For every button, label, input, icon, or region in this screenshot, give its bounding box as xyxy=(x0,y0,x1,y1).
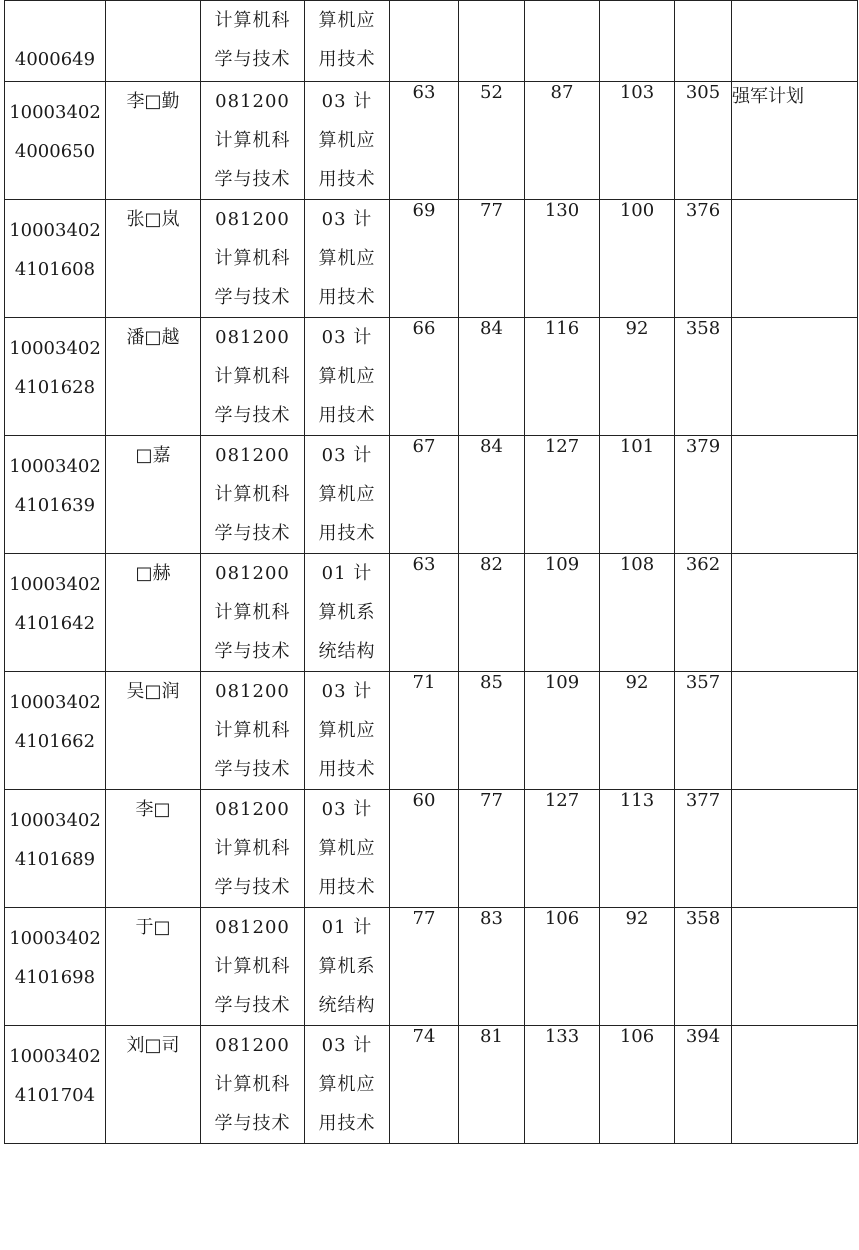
score-cell: 377 xyxy=(675,790,732,908)
score-cell: 74 xyxy=(390,1026,459,1144)
candidate-id-cell-line: 10003402 xyxy=(9,928,101,949)
candidate-id-cell-line: 4000650 xyxy=(14,141,96,162)
score-cell: 52 xyxy=(459,82,525,200)
candidate-name: 于□ xyxy=(135,917,171,938)
score-cell: 83 xyxy=(459,908,525,1026)
table-row xyxy=(5,318,858,436)
score-cell: 127 xyxy=(525,436,600,554)
direction-cell-line: 用技术 xyxy=(318,1113,376,1134)
candidate-id-cell-line: 10003402 xyxy=(9,810,101,831)
direction-cell xyxy=(305,318,390,436)
score-cell: 87 xyxy=(525,82,600,200)
candidate-id-cell-line xyxy=(5,1,105,40)
major-cell-line: 学与技术 xyxy=(214,405,291,426)
candidate-id-cell xyxy=(5,672,106,790)
major-cell-line: 081200 xyxy=(215,445,290,466)
score-table xyxy=(4,0,858,1144)
direction-cell-line: 算机应 xyxy=(318,484,376,505)
score-cell: 108 xyxy=(600,554,675,672)
candidate-id-cell-line: 10003402 xyxy=(9,456,101,477)
candidate-id-cell-line: 10003402 xyxy=(9,220,101,241)
candidate-name: 刘□司 xyxy=(126,1035,180,1056)
major-cell-line: 081200 xyxy=(215,799,290,820)
candidate-name-cell xyxy=(106,554,201,672)
score-cell: 127 xyxy=(525,790,600,908)
direction-cell-line: 算机应 xyxy=(318,130,376,151)
score-cell xyxy=(459,1,525,82)
score-cell: 379 xyxy=(675,436,732,554)
direction-cell-line: 算机系 xyxy=(318,956,376,977)
note-cell xyxy=(732,1,858,82)
candidate-id-cell xyxy=(5,1,106,82)
direction-cell-line: 03 计 xyxy=(321,1035,373,1056)
note-cell xyxy=(732,554,858,672)
major-cell xyxy=(201,554,305,672)
major-cell-line: 学与技术 xyxy=(214,995,291,1016)
score-cell: 358 xyxy=(675,318,732,436)
major-cell xyxy=(201,672,305,790)
major-cell-line: 计算机科 xyxy=(214,484,291,505)
candidate-name-cell xyxy=(106,790,201,908)
candidate-id-cell-line: 10003402 xyxy=(9,692,101,713)
note-cell xyxy=(732,790,858,908)
major-cell-line: 学与技术 xyxy=(214,287,291,308)
major-cell-line: 学与技术 xyxy=(214,523,291,544)
score-cell: 92 xyxy=(600,672,675,790)
direction-cell-line: 01 计 xyxy=(321,563,373,584)
candidate-id-cell xyxy=(5,82,106,200)
candidate-name-cell xyxy=(106,908,201,1026)
direction-cell-line: 算机应 xyxy=(318,10,376,31)
score-cell: 133 xyxy=(525,1026,600,1144)
candidate-name: 李□勤 xyxy=(126,91,180,112)
major-cell-line: 学与技术 xyxy=(214,169,291,190)
table-row xyxy=(5,1,858,82)
major-cell-line: 学与技术 xyxy=(214,641,291,662)
direction-cell-line: 算机应 xyxy=(318,838,376,859)
candidate-name-cell xyxy=(106,1,201,82)
direction-cell-line: 用技术 xyxy=(318,759,376,780)
direction-cell xyxy=(305,908,390,1026)
direction-cell-line: 用技术 xyxy=(318,877,376,898)
direction-cell-line: 算机应 xyxy=(318,248,376,269)
major-cell-line: 081200 xyxy=(215,327,290,348)
direction-cell-line: 统结构 xyxy=(318,995,376,1016)
major-cell-line: 计算机科 xyxy=(214,1074,291,1095)
candidate-name-cell xyxy=(106,1026,201,1144)
direction-cell-line: 03 计 xyxy=(321,209,373,230)
major-cell xyxy=(201,1,305,82)
major-cell xyxy=(201,908,305,1026)
candidate-name: 张□岚 xyxy=(126,209,180,230)
candidate-id-cell-line: 4000649 xyxy=(14,49,96,70)
major-cell-line: 081200 xyxy=(215,917,290,938)
direction-cell-line: 用技术 xyxy=(318,169,376,190)
major-cell xyxy=(201,318,305,436)
note-cell xyxy=(732,318,858,436)
score-cell: 100 xyxy=(600,200,675,318)
note-cell xyxy=(732,200,858,318)
score-cell: 84 xyxy=(459,318,525,436)
note-cell xyxy=(732,436,858,554)
score-cell: 92 xyxy=(600,908,675,1026)
major-cell-line: 计算机科 xyxy=(214,248,291,269)
direction-cell-line: 03 计 xyxy=(321,799,373,820)
major-cell-line: 081200 xyxy=(215,681,290,702)
direction-cell-line: 算机应 xyxy=(318,366,376,387)
major-cell-line: 计算机科 xyxy=(214,130,291,151)
candidate-name: 吴□润 xyxy=(126,681,180,702)
candidate-name-cell xyxy=(106,672,201,790)
score-cell: 77 xyxy=(390,908,459,1026)
candidate-id-cell xyxy=(5,318,106,436)
candidate-name: □赫 xyxy=(135,563,171,584)
candidate-id-cell-line: 4101662 xyxy=(14,731,96,752)
note-cell xyxy=(732,672,858,790)
major-cell-line: 计算机科 xyxy=(214,10,291,31)
major-cell-line: 计算机科 xyxy=(214,838,291,859)
direction-cell-line: 用技术 xyxy=(318,49,376,70)
table-row xyxy=(5,554,858,672)
score-cell: 376 xyxy=(675,200,732,318)
note-cell: 强军计划 xyxy=(732,82,858,200)
candidate-id-cell xyxy=(5,1026,106,1144)
direction-cell-line: 算机应 xyxy=(318,1074,376,1095)
candidate-id-cell xyxy=(5,200,106,318)
table-row xyxy=(5,908,858,1026)
major-cell xyxy=(201,200,305,318)
score-cell: 77 xyxy=(459,200,525,318)
score-cell: 67 xyxy=(390,436,459,554)
score-cell: 63 xyxy=(390,554,459,672)
score-cell: 85 xyxy=(459,672,525,790)
score-cell xyxy=(600,1,675,82)
major-cell-line: 081200 xyxy=(215,91,290,112)
direction-cell-line: 用技术 xyxy=(318,523,376,544)
table-row xyxy=(5,1026,858,1144)
candidate-id-cell-line: 4101704 xyxy=(14,1085,96,1106)
major-cell xyxy=(201,436,305,554)
candidate-name: 潘□越 xyxy=(126,327,180,348)
table-row xyxy=(5,200,858,318)
note-cell xyxy=(732,908,858,1026)
candidate-id-cell-line: 4101642 xyxy=(14,613,96,634)
score-cell: 92 xyxy=(600,318,675,436)
candidate-name-cell xyxy=(106,318,201,436)
candidate-name-cell xyxy=(106,436,201,554)
direction-cell xyxy=(305,554,390,672)
direction-cell-line: 03 计 xyxy=(321,445,373,466)
candidate-id-cell-line: 10003402 xyxy=(9,338,101,359)
candidate-id-cell-line: 10003402 xyxy=(9,102,101,123)
score-cell: 69 xyxy=(390,200,459,318)
major-cell xyxy=(201,790,305,908)
score-cell: 357 xyxy=(675,672,732,790)
candidate-name: 李□ xyxy=(135,799,171,820)
candidate-id-cell xyxy=(5,436,106,554)
score-cell: 358 xyxy=(675,908,732,1026)
major-cell-line: 学与技术 xyxy=(214,877,291,898)
note-cell xyxy=(732,1026,858,1144)
candidate-id-cell-line: 10003402 xyxy=(9,574,101,595)
table-body xyxy=(5,1,858,1144)
candidate-name-cell xyxy=(106,82,201,200)
score-cell: 60 xyxy=(390,790,459,908)
major-cell-line: 学与技术 xyxy=(214,759,291,780)
direction-cell-line: 03 计 xyxy=(321,91,373,112)
score-cell: 82 xyxy=(459,554,525,672)
candidate-id-cell-line: 4101689 xyxy=(14,849,96,870)
score-cell: 109 xyxy=(525,672,600,790)
direction-cell xyxy=(305,672,390,790)
table-row xyxy=(5,436,858,554)
candidate-id-cell-line: 4101608 xyxy=(14,259,96,280)
major-cell-line: 081200 xyxy=(215,1035,290,1056)
candidate-id-cell xyxy=(5,908,106,1026)
score-cell xyxy=(390,1,459,82)
major-cell xyxy=(201,82,305,200)
candidate-id-cell xyxy=(5,554,106,672)
table-row xyxy=(5,790,858,908)
major-cell-line: 计算机科 xyxy=(214,366,291,387)
score-cell: 101 xyxy=(600,436,675,554)
score-cell: 106 xyxy=(600,1026,675,1144)
major-cell xyxy=(201,1026,305,1144)
direction-cell xyxy=(305,790,390,908)
score-cell: 81 xyxy=(459,1026,525,1144)
candidate-id-cell-line: 10003402 xyxy=(9,1046,101,1067)
major-cell-line: 学与技术 xyxy=(214,1113,291,1134)
direction-cell-line: 算机系 xyxy=(318,602,376,623)
direction-cell-line: 03 计 xyxy=(321,327,373,348)
direction-cell-line: 统结构 xyxy=(318,641,376,662)
score-cell: 116 xyxy=(525,318,600,436)
candidate-name: □嘉 xyxy=(135,445,171,466)
direction-cell xyxy=(305,1,390,82)
direction-cell xyxy=(305,1026,390,1144)
table-row xyxy=(5,82,858,200)
direction-cell-line: 用技术 xyxy=(318,287,376,308)
direction-cell-line: 用技术 xyxy=(318,405,376,426)
score-cell: 362 xyxy=(675,554,732,672)
major-cell-line: 计算机科 xyxy=(214,956,291,977)
score-cell: 71 xyxy=(390,672,459,790)
score-cell: 63 xyxy=(390,82,459,200)
direction-cell-line: 03 计 xyxy=(321,681,373,702)
score-cell: 77 xyxy=(459,790,525,908)
candidate-name-cell xyxy=(106,200,201,318)
direction-cell xyxy=(305,200,390,318)
score-cell: 394 xyxy=(675,1026,732,1144)
score-cell: 84 xyxy=(459,436,525,554)
candidate-id-cell xyxy=(5,790,106,908)
major-cell-line: 081200 xyxy=(215,563,290,584)
direction-cell-line: 01 计 xyxy=(321,917,373,938)
score-cell: 305 xyxy=(675,82,732,200)
direction-cell xyxy=(305,436,390,554)
score-cell: 103 xyxy=(600,82,675,200)
score-cell: 106 xyxy=(525,908,600,1026)
score-cell: 66 xyxy=(390,318,459,436)
candidate-id-cell-line: 4101698 xyxy=(14,967,96,988)
score-cell xyxy=(675,1,732,82)
score-cell: 109 xyxy=(525,554,600,672)
major-cell-line: 计算机科 xyxy=(214,602,291,623)
direction-cell xyxy=(305,82,390,200)
score-cell: 130 xyxy=(525,200,600,318)
direction-cell-line: 算机应 xyxy=(318,720,376,741)
score-cell: 113 xyxy=(600,790,675,908)
candidate-id-cell-line: 4101639 xyxy=(14,495,96,516)
table-row xyxy=(5,672,858,790)
major-cell-line: 学与技术 xyxy=(214,49,291,70)
score-cell xyxy=(525,1,600,82)
major-cell-line: 081200 xyxy=(215,209,290,230)
candidate-id-cell-line: 4101628 xyxy=(14,377,96,398)
major-cell-line: 计算机科 xyxy=(214,720,291,741)
